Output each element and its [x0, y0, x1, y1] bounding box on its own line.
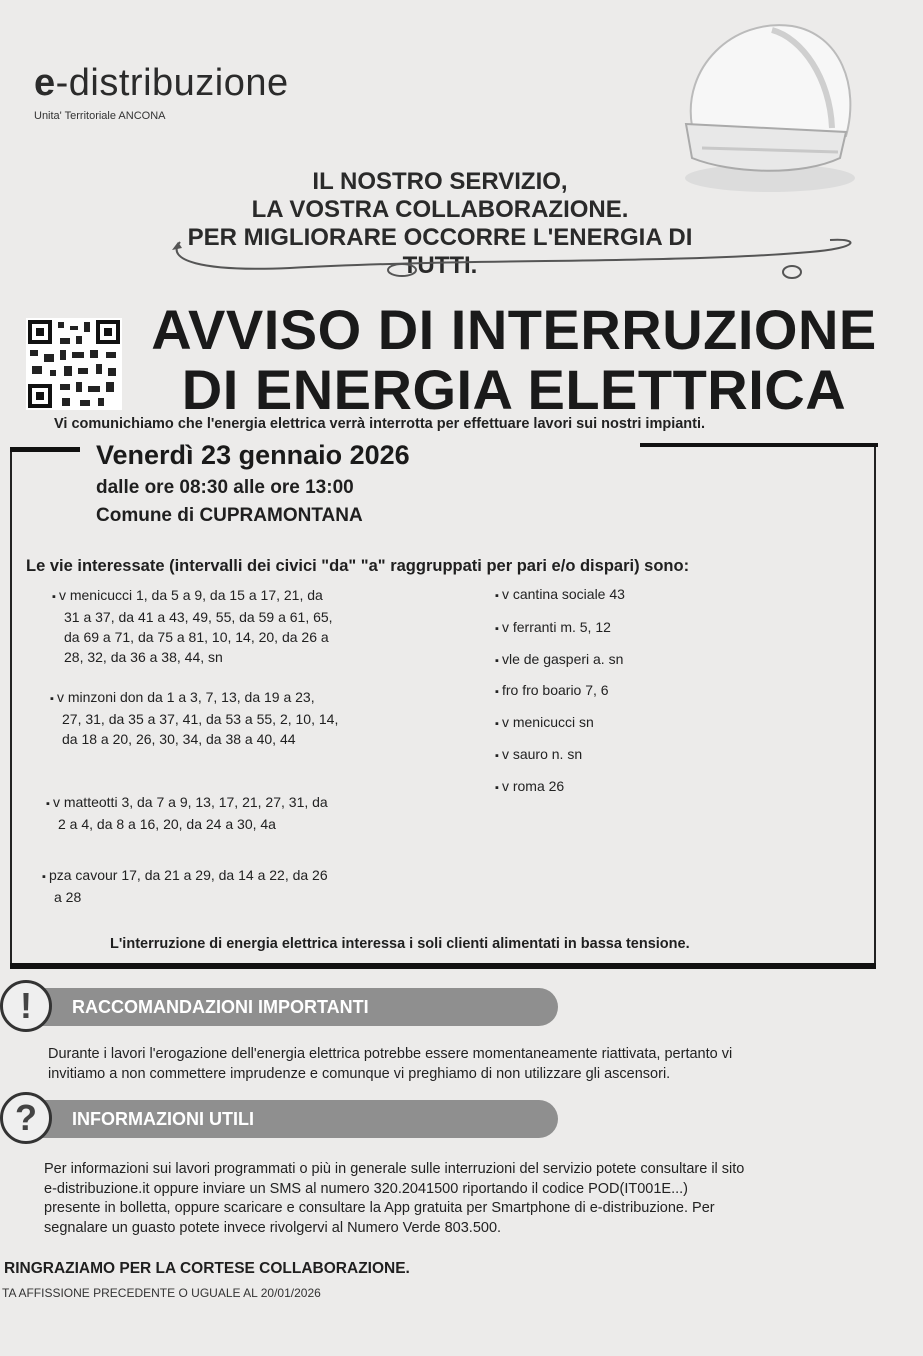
notice-title [134, 300, 894, 420]
street-item: ▪ vle de gasperi a. sn [495, 649, 623, 671]
affixion-date: TA AFFISSIONE PRECEDENTE O UGUALE AL 20/01/2026 [2, 1286, 321, 1300]
street-item: ▪ v sauro n. sn [495, 744, 582, 766]
info-line-1: Per informazioni sui lavori programmati o più in generale sulle interruzioni del servizio potete consultare il sito [44, 1161, 745, 1177]
exclamation-icon: ! [0, 980, 52, 1032]
logo-e: e [34, 62, 56, 104]
street-line: a 28 [54, 889, 82, 905]
recommendations-title: RACCOMANDAZIONI IMPORTANTI [72, 997, 369, 1017]
street-item: ▪ v menicucci sn [495, 712, 594, 734]
info-banner [40, 1100, 558, 1138]
qr-code-icon [26, 318, 122, 410]
info-line-4: segnalare un guasto potete invece rivolgervi al Numero Verde 803.500. [44, 1219, 502, 1236]
title-line-1: AVVISO DI INTERRUZIONE [151, 298, 877, 361]
street-item: ▪ v cantina sociale 43 [495, 584, 625, 606]
decorative-swirl-icon [170, 230, 860, 285]
street-item: ▪ fro fro boario 7, 6 [495, 680, 609, 702]
street-item [42, 865, 462, 907]
street-line: ▪ pza cavour 17, da 21 a 29, da 14 a 22, da 26 [42, 865, 462, 887]
notice-intro: Vi comunichiamo che l'energia elettrica verrà interrotta per effettuare lavori sui nostri impianti. [54, 416, 706, 432]
interruption-municipality: Comune di CUPRAMONTANA [96, 505, 363, 526]
street-item: ▪ v roma 26 [495, 776, 564, 798]
info-text [44, 1160, 874, 1238]
territorial-unit: Unita' Territoriale ANCONA [34, 110, 166, 122]
title-line-2: DI ENERGIA ELETTRICA [181, 358, 847, 421]
street-item [52, 585, 472, 667]
frame-bottom-bar [10, 963, 876, 969]
recommendations-text [48, 1044, 868, 1084]
slogan-line-3: PER MIGLIORARE OCCORRE L'ENERGIA DI TUTTI. [187, 224, 693, 279]
question-mark-icon: ? [0, 1092, 52, 1144]
recommendations-banner [40, 988, 558, 1026]
low-voltage-note: L'interruzione di energia elettrica interessa i soli clienti alimentati in bassa tensione. [110, 936, 690, 952]
info-title: INFORMAZIONI UTILI [72, 1109, 254, 1129]
brand-logo [34, 62, 289, 105]
street-line: da 69 a 71, da 75 a 81, 10, 14, 20, da 26 a [64, 629, 329, 645]
street-item [50, 687, 470, 749]
street-line: 31 a 37, da 41 a 43, 49, 55, da 59 a 61, 65, [64, 609, 333, 625]
street-line: ▪ v minzoni don da 1 a 3, 7, 13, da 19 a 23, [50, 687, 470, 709]
streets-header: Le vie interessate (intervalli dei civici "da" "a" raggruppati per pari e/o dispari) sono: [26, 557, 690, 575]
interruption-date: Venerdì 23 gennaio 2026 [96, 440, 410, 470]
interruption-hours: dalle ore 08:30 alle ore 13:00 [96, 477, 354, 498]
slogan-line-1: IL NOSTRO SERVIZIO, [312, 168, 568, 195]
frame-top-left-bar [10, 447, 80, 452]
recommendations-line-1: Durante i lavori l'erogazione dell'energia elettrica potrebbe essere momentaneamente riattivata, pertanto vi [48, 1046, 733, 1062]
street-line: ▪ v matteotti 3, da 7 a 9, 13, 17, 21, 27, 31, da [46, 792, 466, 814]
street-line: 27, 31, da 35 a 37, 41, da 53 a 55, 2, 10, 14, [62, 711, 339, 727]
thanks-text: RINGRAZIAMO PER LA CORTESE COLLABORAZIONE. [4, 1260, 410, 1277]
info-line-3: presente in bolletta, oppure scaricare e consultare la App gratuita per Smartphone di e-distribuzione. Per [44, 1200, 715, 1216]
street-line: ▪ v menicucci 1, da 5 a 9, da 15 a 17, 21, da [52, 585, 472, 607]
recommendations-line-2: invitiamo a non commettere imprudenze e comunque vi preghiamo di non utilizzare gli ascensori. [48, 1066, 671, 1082]
frame-top-right-bar [640, 443, 878, 447]
street-item [46, 792, 466, 834]
street-line: 28, 32, da 36 a 38, 44, sn [64, 649, 223, 665]
slogan-line-2: LA VOSTRA COLLABORAZIONE. [251, 196, 629, 223]
logo-text: -distribuzione [55, 62, 289, 104]
info-line-2: e-distribuzione.it oppure inviare un SMS al numero 320.2041500 riportando il codice POD(IT001E...) [44, 1180, 688, 1197]
street-item: ▪ v ferranti m. 5, 12 [495, 617, 611, 639]
street-line: 2 a 4, da 8 a 16, 20, da 24 a 30, 4a [58, 816, 276, 832]
street-line: da 18 a 20, 26, 30, 34, da 38 a 40, 44 [62, 731, 296, 747]
